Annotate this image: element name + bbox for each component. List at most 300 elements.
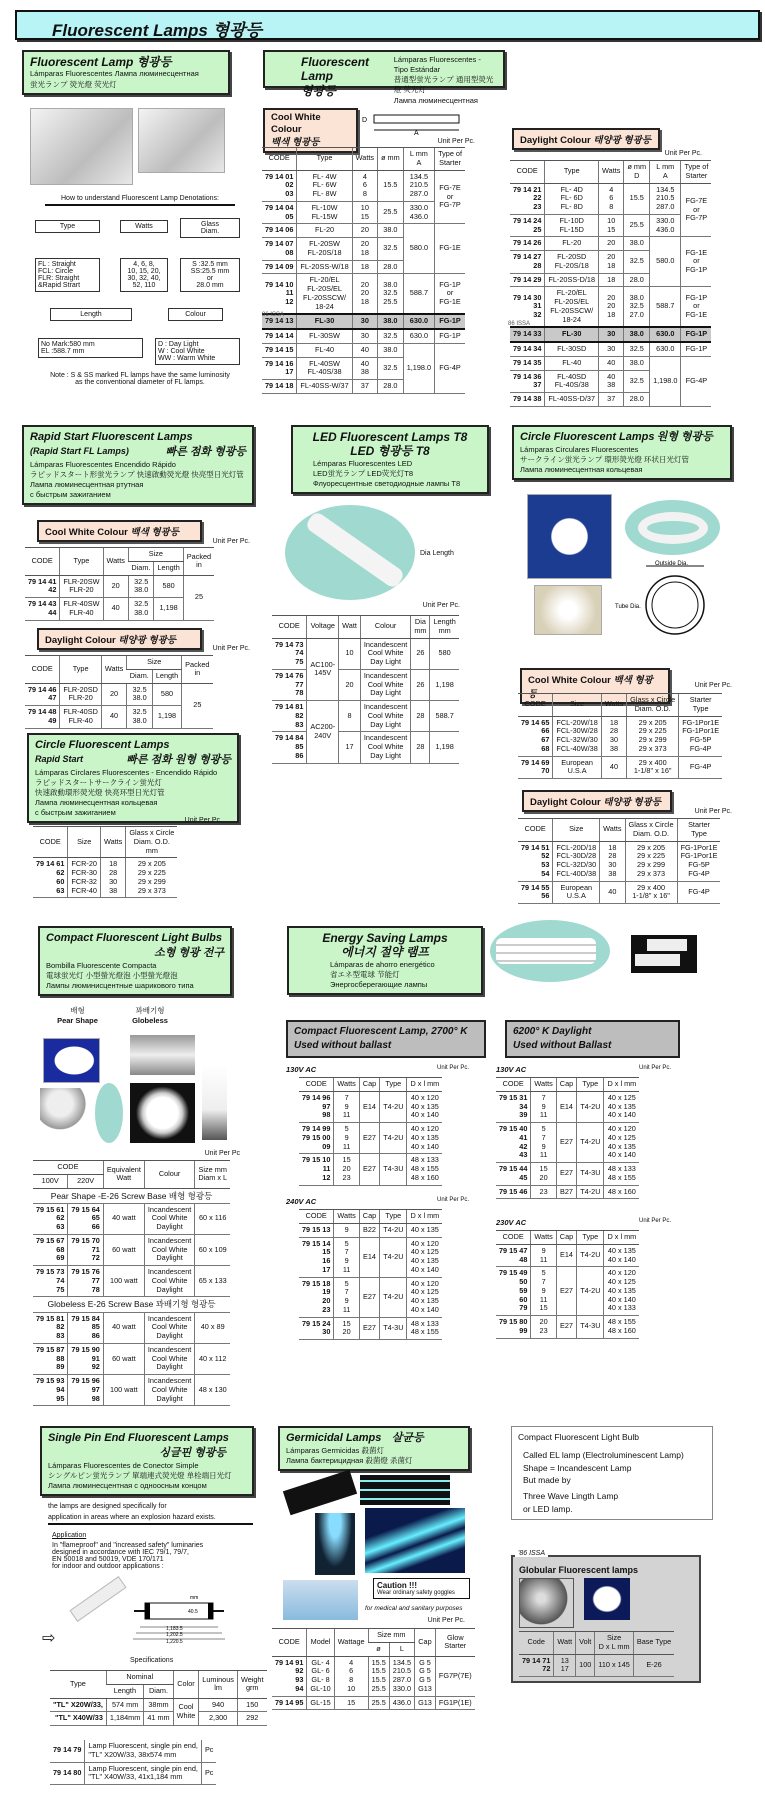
table-cell: FL-40	[545, 356, 599, 370]
table-cell: FG7P(7E)	[435, 1656, 474, 1696]
column-header: Size	[128, 548, 183, 562]
table-cell: 30	[352, 329, 377, 343]
table-cell: 110 x 145	[595, 1654, 634, 1677]
table-cell: 65 x 133	[195, 1266, 230, 1297]
column-header: Type	[60, 548, 103, 576]
cool-white-label: Cool White Colour 백색 형광등	[37, 520, 202, 542]
column-header: L mm A	[403, 148, 434, 171]
table-cell: 79 15 96 97 98	[68, 1375, 103, 1406]
column-header: ø mm D	[624, 161, 650, 184]
table-cell: 79 15 14 15 16 17	[299, 1237, 334, 1277]
column-header: Base Type	[633, 1632, 674, 1655]
table-cell: 630.0	[403, 329, 434, 343]
subtitle: Lámparas Fluorescentes Лампа люминесцентная	[30, 69, 199, 79]
table-cell: FG-1Por1E FG-1Por1E FG-5P FG-4P	[677, 841, 720, 881]
column-header: Cap	[359, 1078, 379, 1092]
table-cell: Lamp Fluorescent, single pin end, "TL" X40W/33, 41x1,184 mm	[85, 1762, 202, 1785]
svg-text:Outside Dia.: Outside Dia.	[655, 561, 689, 567]
column-header: Luminous lm	[199, 1671, 238, 1699]
column-header: Watt	[554, 1632, 576, 1655]
table-cell: 79 14 96 97 98	[299, 1091, 334, 1122]
pear-bulb-photo	[43, 1038, 100, 1083]
column-header: Code	[519, 1632, 554, 1655]
application-text: In "flameproof" and "increased safety" luminaries designed in accordance with IEC 79/1, 79/7, EN 50018 and 50019, VDE 170/171 for indoor and outdoor applications :	[52, 1542, 204, 1570]
energy-lamp-image	[490, 920, 610, 982]
table-cell: T4-2U	[380, 1223, 407, 1237]
table-cell: 79 14 80	[50, 1762, 85, 1785]
unit-label: Unit Per Pc	[204, 1150, 240, 1157]
table-cell: 580.0	[403, 224, 434, 274]
table-cell: 25.5	[368, 1696, 389, 1710]
table-cell: Incandescent Cool White Day Light	[360, 732, 410, 763]
circle-lamp-image	[625, 500, 720, 555]
column-header: CODE	[33, 827, 68, 858]
column-header: CODE	[272, 1629, 307, 1657]
table-cell: 79 15 87 88 89	[33, 1343, 68, 1374]
column-header: D x l mm	[407, 1078, 442, 1092]
column-header: CODE	[518, 694, 553, 717]
table-cell: 23	[531, 1185, 556, 1199]
energy-saving-box: Energy Saving Lamps 에너지 절약 램프 Lámparas de ahorro energético 省エネ型電球 节能灯 Энергосберегающие лампы	[287, 926, 483, 995]
warm-240v-table	[299, 1209, 442, 1340]
table-cell: FG-1P	[435, 329, 465, 343]
table-cell: 134.5 210.5 287.0 330.0	[389, 1656, 414, 1696]
table-cell: FG-1P or FG-1E	[435, 274, 465, 315]
single-pin-dimension-diagram	[130, 1593, 230, 1648]
column-header: Watts	[352, 148, 377, 171]
table-cell: Incandescent Cool White Day Light	[360, 701, 410, 732]
unit-label: Unit Per Pc.	[184, 817, 222, 824]
table-cell: 79 15 73 74 75	[33, 1266, 68, 1297]
table-cell: 79 15 10 11 12	[299, 1154, 334, 1185]
table-cell: 30	[352, 314, 377, 329]
table-row	[496, 1316, 639, 1339]
table-cell: 38.0	[378, 343, 404, 357]
table-cell: 18 28 30 38	[600, 841, 625, 881]
table-cell: 79 14 27 28	[510, 251, 545, 274]
table-row	[33, 1312, 230, 1343]
table-cell: GL- 4 GL- 6 GL- 8 GL-10	[307, 1656, 334, 1696]
denotation-heading: How to understand Fluorescent Lamp Denotations:	[45, 195, 235, 206]
table-cell: 48 x 133 48 x 155 48 x 160	[407, 1154, 442, 1185]
column-header: Dia mm	[411, 616, 430, 639]
table-cell: FL-20	[297, 224, 352, 238]
table-cell: Lamp Fluorescent, single pin end, "TL" X20W/33, 38x574 mm	[85, 1740, 202, 1762]
germicidal-box: Germicidal Lamps 살균등 Lámparas Germicidas 殺菌灯 Лампа бактерицидная 殺菌燈 杀菌灯	[278, 1426, 470, 1471]
table-cell: 134.5 210.5 287.0	[650, 183, 681, 214]
table-cell: GL-15	[307, 1696, 334, 1710]
daylight-heading: 6200° K Daylight Used without Ballast	[505, 1020, 680, 1058]
table-cell: 79 14 73 74 75	[272, 638, 307, 669]
unit-label: Unit Per Pc.	[212, 645, 250, 652]
subtitle: Лампа люминесцентная	[393, 95, 478, 105]
table-cell: 15 20	[334, 1317, 359, 1340]
table-cell: T4-2U	[577, 1185, 604, 1199]
column-header: Type	[380, 1210, 407, 1224]
column-header: Type	[545, 161, 599, 184]
table-cell: Pc	[201, 1740, 216, 1762]
table-cell: 40	[599, 356, 624, 370]
table-cell: 5 7 9 11	[334, 1237, 359, 1277]
table-cell: 18	[599, 273, 624, 287]
table-row	[33, 1203, 230, 1234]
column-header: Nominal	[106, 1671, 173, 1685]
circle-daylight-table	[518, 818, 720, 904]
table-cell: Incandescent Cool White Daylight	[144, 1234, 194, 1265]
table-row	[496, 1123, 639, 1163]
table-cell: FL-10D FL-15D	[545, 214, 599, 237]
table-cell: 25.5	[624, 214, 650, 237]
column-header: Watts	[334, 1078, 359, 1092]
rapid-start-box: Rapid Start Fluorescent Lamps (Rapid Start FL Lamps) 빠른 점화 형광등 Lámparas Fluorescentes Encendido Rápido ラピッドスタート形蛍光ランプ 快速啟動熒光燈 快亮型日光灯管 Лампа люминесцентная ртутная с быстрым зажиганием	[22, 425, 254, 505]
table-cell: 38mm	[144, 1698, 173, 1712]
column-header: Type	[60, 656, 101, 684]
table-cell: 40 38	[599, 370, 624, 393]
table-cell: FL-40SS-D/37	[545, 393, 599, 407]
germicidal-glow-photo	[365, 1508, 465, 1573]
column-header: 220V	[68, 1174, 103, 1188]
table-cell: 41 mm	[144, 1712, 173, 1726]
table-row	[510, 356, 711, 370]
table-cell: 38.0 32.5 27.0	[624, 287, 650, 328]
table-row	[299, 1123, 442, 1154]
table-cell: 18 28 30 38	[100, 858, 125, 898]
spiral-bulb-photo	[130, 1083, 195, 1143]
table-cell: T4-2U	[380, 1123, 407, 1154]
table-cell: FG-1P	[681, 342, 711, 356]
table-row	[33, 1343, 230, 1374]
table-cell: 28.0	[378, 380, 404, 394]
table-row	[510, 327, 711, 342]
table-row	[299, 1091, 442, 1122]
table-row	[33, 1234, 230, 1265]
table-cell: 79 15 81 82 83	[33, 1312, 68, 1343]
table-cell: FG-1E or FG-1P	[681, 237, 711, 287]
table-cell: 79 14 51 52 53 54	[518, 841, 553, 881]
table-cell: E27	[359, 1277, 379, 1317]
table-cell: G 5 G 5 G 5 G13	[415, 1656, 436, 1696]
table-cell: E27	[359, 1154, 379, 1185]
table-cell: 26	[411, 669, 430, 700]
single-pin-box: Single Pin End Fluorescent Lamps 싱글핀 형광등 Lámparas Fluorescentes de Conector Simple シングルピン蛍光ランプ 單端連式熒光燈 单栓端日光灯 Лампа люминесцентная с одноосным концом	[40, 1426, 254, 1496]
table-row	[25, 575, 214, 598]
table-cell: 40 x 120 40 x 125 40 x 135 40 x 140 40 x 133	[604, 1267, 639, 1316]
column-header: Watts	[103, 548, 128, 576]
table-cell: 79 14 15	[262, 343, 297, 357]
daylight-label: Daylight Colour 태양광 형광등	[37, 628, 202, 650]
table-cell: 574 mm	[106, 1698, 143, 1712]
table-cell: 32.5 38.0	[128, 598, 154, 621]
column-header: Type	[577, 1078, 604, 1092]
table-cell: 100	[576, 1654, 595, 1677]
table-cell: 1,198.0	[403, 343, 434, 393]
svg-text:40.5: 40.5	[188, 1609, 198, 1615]
table-cell: 10 15	[599, 214, 624, 237]
table-row	[262, 224, 465, 238]
colour-values: D : Day Light W : Cool White WW : Warm White	[155, 338, 240, 365]
table-cell: 1,198.0	[650, 356, 681, 406]
column-header: D x l mm	[604, 1078, 639, 1092]
table-cell: 40 watt	[103, 1203, 144, 1234]
table-row	[518, 756, 722, 779]
table-cell: 79 15 47 48	[496, 1244, 531, 1267]
table-cell: E14	[359, 1091, 379, 1122]
table-cell: 79 14 41 42	[25, 575, 60, 598]
table-row	[496, 1244, 639, 1267]
table-cell: E14	[556, 1091, 576, 1122]
ceiling-light-photo	[534, 585, 602, 635]
table-cell: 79 15 70 71 72	[68, 1234, 103, 1265]
table-cell: FLR-40SD FLR-40	[60, 706, 101, 729]
section-title: Fluorescent Lamp 형광등	[301, 55, 370, 98]
table-row	[496, 1163, 639, 1186]
column-header: Length mm	[430, 616, 459, 639]
table-cell: 37	[352, 380, 377, 394]
column-header: Length	[106, 1684, 143, 1698]
table-cell: 79 14 46 47	[25, 683, 60, 706]
table-cell: 79 14 26	[510, 237, 545, 251]
table-cell: 79 14 38	[510, 393, 545, 407]
table-cell: T4-3U	[380, 1154, 407, 1185]
table-cell: 79 14 65 66 67 68	[518, 716, 553, 756]
watts-values: 4, 6, 8, 10, 15, 20, 30, 32, 40, 52, 110	[120, 258, 168, 292]
column-header: Volt	[576, 1632, 595, 1655]
table-cell: 79 14 55 56	[518, 881, 553, 904]
column-header: Colour	[144, 1161, 194, 1189]
column-header: CODE	[262, 148, 297, 171]
column-header: Cap	[415, 1629, 436, 1657]
table-row	[272, 701, 459, 732]
unit-label: Unit Per Pc.	[694, 682, 732, 689]
column-header: Watts	[531, 1078, 556, 1092]
column-header: Type	[577, 1231, 604, 1245]
table-cell: T4-2U	[577, 1123, 604, 1163]
table-cell: T4-3U	[577, 1316, 604, 1339]
svg-text:mm: mm	[190, 1595, 199, 1601]
table-cell: 1,198	[430, 669, 459, 700]
table-cell: T4-2U	[577, 1091, 604, 1122]
table-cell: "TL" X40W/33	[50, 1712, 106, 1726]
daylight-label: Daylight Colour 태양광 형광등	[512, 128, 660, 150]
column-header: Cap	[359, 1210, 379, 1224]
table-cell: FL-20SD FL-20S/18	[545, 251, 599, 274]
table-cell: 1,198	[430, 732, 459, 763]
table-cell: 79 15 61 62 63	[33, 1203, 68, 1234]
table-cell: FG-7E or FG-7P	[435, 170, 465, 224]
table-cell: T4-3U	[380, 1317, 407, 1340]
table-cell: 79 15 76 77 78	[68, 1266, 103, 1297]
unit-label: Unit Per Pc.	[212, 538, 250, 545]
table-cell: 17	[339, 732, 361, 763]
table-cell: 588.7	[403, 274, 434, 315]
application-heading: Application	[52, 1532, 87, 1539]
column-header: Size	[68, 827, 101, 858]
length-label: Length	[50, 308, 132, 321]
table-cell: 79 14 01 02 03	[262, 170, 297, 201]
table-cell: 5 7 9 11	[531, 1123, 556, 1163]
globular-bulb-photo	[584, 1578, 630, 1620]
purpose-text: for medical and sanitary purposes	[365, 1605, 463, 1612]
svg-text:D: D	[362, 117, 368, 124]
column-header: Packed in	[183, 548, 214, 576]
table-cell: 38.0	[378, 314, 404, 329]
table-row	[299, 1223, 442, 1237]
table-cell: 29 x 205 29 x 225 29 x 299 29 x 373	[627, 716, 679, 756]
table-cell: 79 15 24 30	[299, 1317, 334, 1340]
table-cell: 32.5	[624, 370, 650, 393]
column-header: Glass x Circle Diam. O.D.	[625, 819, 677, 842]
table-cell: 29 x 205 29 x 225 29 x 299 29 x 373	[625, 841, 677, 881]
specifications-heading: Specifications	[130, 1657, 174, 1664]
column-header: Watts	[531, 1231, 556, 1245]
pear-shape-label: 배형 Pear Shape	[57, 1006, 98, 1025]
single-pin-lamp-image	[69, 1576, 126, 1622]
table-cell: AC200- 240V	[307, 701, 339, 764]
table-cell: FL-40SD FL-40S/38	[545, 370, 599, 393]
table-cell: 15.5	[378, 170, 404, 201]
length-values: No Mark:580 mm EL :588.7 mm	[38, 338, 143, 358]
column-header: Cap	[556, 1231, 576, 1245]
table-cell: 20 18	[352, 238, 377, 261]
column-header: Watts	[600, 819, 625, 842]
table-cell: 32.5	[378, 238, 404, 261]
germicidal-tube-photo	[283, 1580, 358, 1620]
table-cell: 60 watt	[103, 1343, 144, 1374]
column-header: Type	[50, 1671, 106, 1699]
column-header: Size	[553, 694, 601, 717]
table-cell: T4-2U	[577, 1244, 604, 1267]
table-cell: 588.7	[430, 701, 459, 732]
table-row	[272, 1696, 475, 1710]
table-cell: 20	[101, 683, 126, 706]
column-header: Type of Starter	[435, 148, 465, 171]
table-cell: 79 15 84 85 86	[68, 1312, 103, 1343]
table-cell: 1,198	[152, 706, 181, 729]
fl-main-box	[263, 50, 505, 105]
table-cell: 10	[339, 638, 361, 669]
globeless-label: 꽈배기형 Globeless	[132, 1006, 168, 1025]
germicidal-fixture-photo	[283, 1470, 357, 1515]
table-cell: 940	[199, 1698, 238, 1712]
table-cell: 40	[600, 881, 625, 904]
type-label: Type	[35, 220, 100, 233]
column-header: Wattage	[334, 1629, 368, 1657]
table-cell: 40 x 120 40 x 135 40 x 140	[407, 1091, 442, 1122]
led-box: LED Fluorescent Lamps T8 LED 형광등 T8 Lémparas Fluorescentes LED LED蛍光ランプ LED荧光灯T8 Флуоресцентные светодиодные лампы T8	[291, 425, 489, 494]
circle-dimension-diagram	[615, 560, 715, 635]
table-cell: T4-2U	[380, 1237, 407, 1277]
table-cell: 79 14 13	[262, 314, 297, 329]
table-cell: 32.5 38.0	[127, 706, 153, 729]
column-header: Type	[380, 1078, 407, 1092]
column-header: Watts	[601, 694, 626, 717]
table-cell: 38.0	[624, 237, 650, 251]
column-header: Watts	[599, 161, 624, 184]
table-cell: E27	[556, 1267, 576, 1316]
arrow-right-icon: ⇨	[42, 1630, 56, 1647]
table-cell: 18	[352, 260, 377, 274]
table-cell: 28.0	[624, 273, 650, 287]
table-cell: 79 14 18	[262, 380, 297, 394]
table-cell: 588.7	[650, 287, 681, 328]
column-header: Packed in	[182, 656, 213, 684]
table-row	[262, 329, 465, 343]
table-cell: FL- 4D FL- 6D FL- 8D	[545, 183, 599, 214]
glass-diam-values: S :32.5 mm SS:25.5 mm or 28.0 mm	[180, 258, 240, 292]
column-header: Model	[307, 1629, 334, 1657]
table-cell: 79 14 43 44	[25, 598, 60, 621]
table-cell: 4 6 8 10	[334, 1656, 368, 1696]
column-header: D x l mm	[407, 1210, 442, 1224]
table-cell: 150	[237, 1698, 266, 1712]
table-cell: 580.0	[650, 237, 681, 287]
table-cell: E14	[556, 1244, 576, 1267]
table-cell: Incandescent Cool White Day Light	[360, 669, 410, 700]
table-cell: 9 11	[531, 1244, 556, 1267]
table-cell: FCL-20W/18 FCL-30W/28 FCL-32W/30 FCL-40W/38	[553, 716, 601, 756]
table-cell: 5 9 11	[334, 1123, 359, 1154]
table-cell: 40	[101, 706, 126, 729]
table-cell: Incandescent Cool White Daylight	[144, 1312, 194, 1343]
energy-lamp-photo	[631, 935, 697, 973]
column-header: CODE	[299, 1078, 334, 1092]
subtitle: Lámparas Fluorescentes - Tipo Estándar	[393, 55, 481, 75]
table-cell: 79 14 33	[510, 327, 545, 342]
column-header: CODE	[25, 656, 60, 684]
table-cell: 20	[103, 575, 128, 598]
table-row	[33, 1375, 230, 1406]
voltage-heading: 130V AC Unit Per Pc.	[496, 1065, 671, 1074]
table-cell: 436.0	[389, 1696, 414, 1710]
dimension-label: Dia Length	[420, 550, 454, 557]
table-cell: 40 x 135	[407, 1223, 442, 1237]
table-cell: 15 20	[531, 1163, 556, 1186]
cool-white-label: Cool White Colour 백색 형광등	[520, 668, 670, 704]
svg-text:1,202.5: 1,202.5	[166, 1632, 183, 1638]
table-cell: 60 watt	[103, 1234, 144, 1265]
column-header: Watts	[334, 1210, 359, 1224]
unit-label: Unit Per Pc.	[437, 138, 475, 145]
table-cell: FL-40SW FL-40S/38	[297, 357, 352, 380]
table-row	[519, 1654, 674, 1677]
column-header: 100V	[33, 1174, 68, 1188]
table-row	[262, 343, 465, 357]
table-cell: 40 x 135 40 x 140	[604, 1244, 639, 1267]
table-cell: AC100- 145V	[307, 638, 339, 701]
table-cell: 79 14 69 70	[518, 756, 553, 779]
column-header: ø	[368, 1642, 389, 1656]
table-cell: 40 x 112	[195, 1343, 230, 1374]
table-cell: 38.0 32.5 25.5	[378, 274, 404, 315]
column-header: Starter Type	[677, 819, 720, 842]
table-cell: 32.5 38.0	[128, 575, 154, 598]
column-header: CODE	[272, 616, 307, 639]
column-header: Size	[127, 656, 182, 670]
column-header: Cap	[556, 1078, 576, 1092]
cfl-note-box: Compact Fluorescent Light Bulb Called EL lamp (Electroluminescent Lamp) Shape = Incandescent Lamp But made by Three Wave Lingth Lamp or LED lamp.	[511, 1426, 713, 1520]
table-cell: 4 6 8	[352, 170, 377, 201]
table-cell: 79 14 48 49	[25, 706, 60, 729]
daylight-label: Daylight Colour 태양광 형광등	[522, 790, 672, 812]
fl-intro-box	[22, 50, 230, 95]
table-cell: E-26	[633, 1654, 674, 1677]
column-header: Length	[154, 561, 183, 575]
table-row	[510, 342, 711, 356]
column-header: Size mm	[368, 1629, 414, 1643]
table-cell: FL-30SW	[297, 329, 352, 343]
table-cell: FL-30	[545, 327, 599, 342]
table-cell: 580	[430, 638, 459, 669]
